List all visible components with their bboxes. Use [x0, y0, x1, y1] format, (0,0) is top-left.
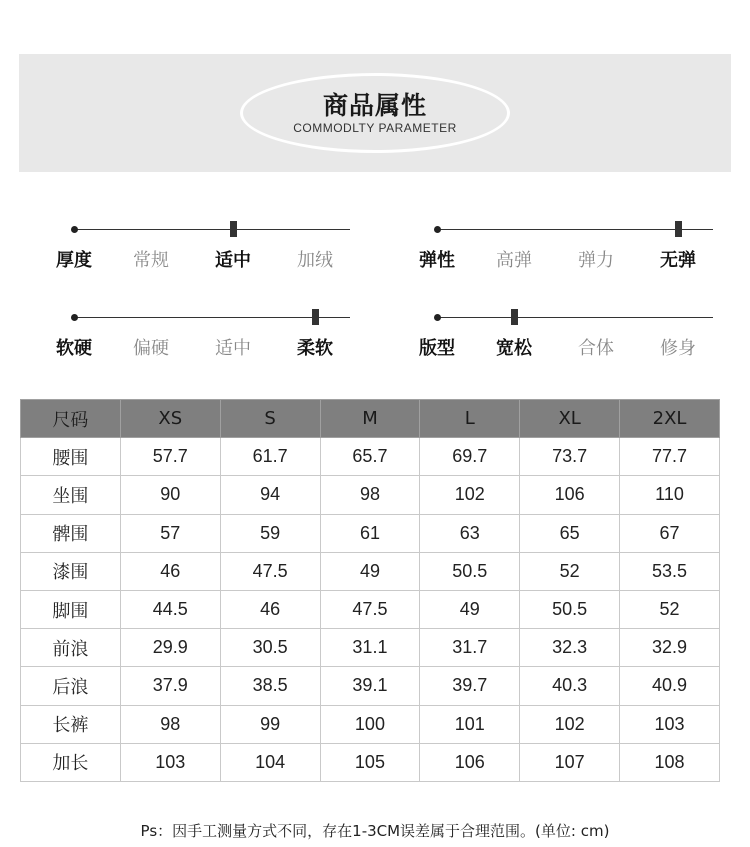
table-row — [21, 590, 720, 628]
size-table — [20, 399, 720, 782]
attribute-option: 常规 — [133, 250, 169, 271]
table-cell: 52 — [520, 552, 620, 590]
table-cell: 101 — [420, 705, 520, 743]
table-cell: 40.3 — [520, 667, 620, 705]
table-cell: 52 — [620, 590, 720, 628]
row-label: 加长 — [21, 743, 121, 781]
table-cell: 105 — [320, 743, 420, 781]
table-cell: 106 — [420, 743, 520, 781]
page-title: 商品属性 — [322, 91, 427, 120]
table-cell: 30.5 — [220, 629, 320, 667]
column-header: XS — [120, 400, 220, 438]
table-cell: 47.5 — [220, 552, 320, 590]
slider-marker — [675, 221, 682, 237]
table-cell: 77.7 — [620, 438, 720, 476]
table-row — [21, 705, 720, 743]
table-cell: 110 — [620, 476, 720, 514]
table-cell: 108 — [620, 743, 720, 781]
attribute-fit — [419, 309, 744, 369]
table-row — [21, 667, 720, 705]
attribute-option: 弹力 — [578, 250, 614, 271]
slider-track — [436, 317, 713, 318]
attribute-option: 修身 — [660, 338, 696, 359]
row-label: 坐围 — [21, 476, 121, 514]
table-cell: 32.3 — [520, 629, 620, 667]
table-cell: 69.7 — [420, 438, 520, 476]
attribute-option: 适中 — [215, 250, 251, 271]
table-cell: 49 — [320, 552, 420, 590]
table-row — [21, 629, 720, 667]
table-cell: 29.9 — [120, 629, 220, 667]
page-subtitle: COMMODLTY PARAMETER — [293, 121, 457, 135]
attribute-name: 软硬 — [56, 338, 92, 359]
table-cell: 102 — [420, 476, 520, 514]
table-cell: 67 — [620, 514, 720, 552]
table-cell: 100 — [320, 705, 420, 743]
table-cell: 102 — [520, 705, 620, 743]
attribute-thickness — [56, 221, 381, 281]
attribute-option: 宽松 — [496, 338, 532, 359]
attribute-option: 无弹 — [660, 250, 696, 271]
attribute-option: 加绒 — [297, 250, 333, 271]
row-label: 髀围 — [21, 514, 121, 552]
attribute-name: 弹性 — [419, 250, 455, 271]
slider-marker — [230, 221, 237, 237]
table-cell: 50.5 — [420, 552, 520, 590]
slider-start-dot — [71, 226, 78, 233]
table-cell: 50.5 — [520, 590, 620, 628]
table-row — [21, 514, 720, 552]
table-cell: 46 — [220, 590, 320, 628]
column-header: L — [420, 400, 520, 438]
row-label: 长裤 — [21, 705, 121, 743]
table-cell: 103 — [620, 705, 720, 743]
table-cell: 99 — [220, 705, 320, 743]
table-cell: 40.9 — [620, 667, 720, 705]
column-header: XL — [520, 400, 620, 438]
table-cell: 49 — [420, 590, 520, 628]
table-row — [21, 552, 720, 590]
table-cell: 61 — [320, 514, 420, 552]
table-cell: 90 — [120, 476, 220, 514]
attribute-elasticity — [419, 221, 744, 281]
table-cell: 107 — [520, 743, 620, 781]
table-cell: 47.5 — [320, 590, 420, 628]
slider-start-dot — [434, 314, 441, 321]
slider-track — [73, 229, 350, 230]
attribute-option: 适中 — [215, 338, 251, 359]
slider-track — [436, 229, 713, 230]
table-cell: 103 — [120, 743, 220, 781]
table-cell: 106 — [520, 476, 620, 514]
table-cell: 31.1 — [320, 629, 420, 667]
table-cell: 57.7 — [120, 438, 220, 476]
column-header-size: 尺码 — [21, 400, 121, 438]
attribute-option: 偏硬 — [133, 338, 169, 359]
table-cell: 98 — [320, 476, 420, 514]
slider-start-dot — [71, 314, 78, 321]
table-cell: 65.7 — [320, 438, 420, 476]
table-cell: 53.5 — [620, 552, 720, 590]
table-cell: 104 — [220, 743, 320, 781]
table-row — [21, 438, 720, 476]
table-cell: 59 — [220, 514, 320, 552]
table-cell: 39.7 — [420, 667, 520, 705]
row-label: 脚围 — [21, 590, 121, 628]
table-cell: 44.5 — [120, 590, 220, 628]
table-cell: 61.7 — [220, 438, 320, 476]
row-label: 腰围 — [21, 438, 121, 476]
attribute-softness — [56, 309, 381, 369]
table-cell: 32.9 — [620, 629, 720, 667]
table-cell: 37.9 — [120, 667, 220, 705]
table-cell: 98 — [120, 705, 220, 743]
attribute-option: 高弹 — [496, 250, 532, 271]
row-label: 后浪 — [21, 667, 121, 705]
table-row — [21, 743, 720, 781]
slider-marker — [511, 309, 518, 325]
row-label: 前浪 — [21, 629, 121, 667]
measurement-note: Ps：因手工测量方式不同，存在1-3CM误差属于合理范围。(单位: cm) — [140, 822, 610, 840]
attribute-option: 合体 — [578, 338, 614, 359]
slider-track — [73, 317, 350, 318]
table-cell: 73.7 — [520, 438, 620, 476]
column-header: M — [320, 400, 420, 438]
row-label: 漆围 — [21, 552, 121, 590]
attribute-name: 版型 — [419, 338, 455, 359]
table-cell: 63 — [420, 514, 520, 552]
table-cell: 65 — [520, 514, 620, 552]
attribute-name: 厚度 — [56, 250, 92, 271]
table-cell: 31.7 — [420, 629, 520, 667]
slider-start-dot — [434, 226, 441, 233]
table-header-row — [21, 400, 720, 438]
table-cell: 94 — [220, 476, 320, 514]
table-cell: 38.5 — [220, 667, 320, 705]
table-cell: 57 — [120, 514, 220, 552]
table-row — [21, 476, 720, 514]
attribute-option: 柔软 — [297, 338, 333, 359]
column-header: S — [220, 400, 320, 438]
table-cell: 39.1 — [320, 667, 420, 705]
slider-marker — [312, 309, 319, 325]
column-header: 2XL — [620, 400, 720, 438]
table-cell: 46 — [120, 552, 220, 590]
